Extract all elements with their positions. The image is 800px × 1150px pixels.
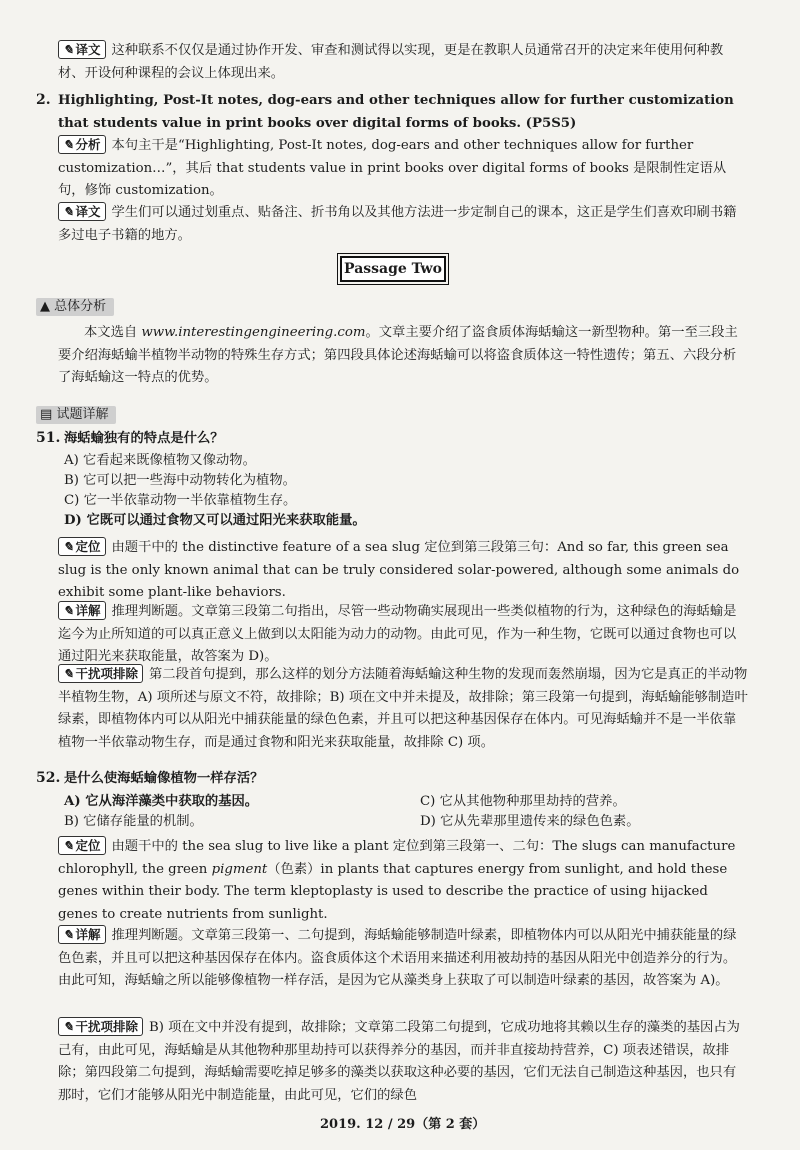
passage-title: Passage Two (340, 256, 446, 282)
detail-text: 推理判断题。文章第三段第二句指出，尽管一些动物确实展现出一些类似植物的行为，这种绿色的海蛞蝓是迄今为止所知道的可以真正意义上做到以太阳能为动力的动物。由此可见，作为一种生物，它既可以通过食物也可以通过阳光来获取能量，故答案为 D)。 (58, 604, 737, 664)
q52-locate (58, 836, 748, 926)
option-c: C) 它从其他物种那里劫持的营养。 (420, 794, 626, 809)
item-translation (58, 202, 748, 247)
pen-icon: ✎ (63, 1019, 74, 1034)
item-ref: (P5S5) (525, 115, 577, 131)
item-number: 2. (36, 92, 51, 108)
elimination-tag: ✎ 干扰项排除 (58, 664, 143, 683)
overview-text: 本文选自 www.interestingengineering.com。文章主要介绍了盗食质体海蛞蝓这一新型物种。第一至三段主要介绍海蛞蝓半植物半动物的特殊生存方式；第四段具体论述海蛞蝓可以将盗食质体这一特性遗传；第五、六段分析了海蛞蝓这一特点的优势。 (58, 325, 738, 385)
option-d: D) 它从先辈那里遗传来的绿色色素。 (420, 814, 640, 829)
pen-icon: ✎ (63, 927, 74, 942)
locate-emphasis: pigment (211, 861, 268, 877)
option-d: D) 它既可以通过食物又可以通过阳光来获取能量。 (64, 513, 366, 528)
option-a: A) 它从海洋藻类中获取的基因。 (64, 794, 259, 809)
pen-icon: ✎ (63, 42, 74, 57)
translation-tag: ✎ 译文 (58, 40, 106, 59)
elimination-tag: ✎ 干扰项排除 (58, 1017, 143, 1036)
locate-text: 由题干中的 the distinctive feature of a sea slug 定位到第三段第三句：And so far, this green sea slug is the only known animal that can be truly considered solar-powered, although some animals do exhibit some plant-like behaviors. (58, 540, 740, 600)
question-text: 海蛞蝓独有的特点是什么？ (64, 431, 224, 446)
pen-icon: ✎ (63, 603, 74, 618)
pen-icon: ✎ (63, 838, 74, 853)
item-analysis (58, 135, 748, 203)
q51-locate (58, 537, 748, 605)
item-sentence (58, 90, 748, 135)
detail-text: 推理判断题。文章第三段第一、二句提到，海蛞蝓能够制造叶绿素，即植物体内可以从阳光中捕获能量的绿色色素，并且可以把这种基因保存在体内。盗食质体这个术语用来描述利用被劫持的基因从阳光中创造养分的行为。由此可知，海蛞蝓之所以能够像植物一样存活，是因为它从藻类身上获取了可以制造叶绿素的基因，故答案为 A)。 (58, 928, 737, 988)
option-b: B) 它可以把一些海中动物转化为植物。 (64, 473, 296, 488)
elimination-text: B) 项在文中并没有提到，故排除；文章第二段第二句提到，它成功地将其赖以生存的藻类的基因占为己有，由此可见，海蛞蝓是从其他物种那里劫持可以获得养分的基因，而并非直接劫持营养，C) 项表述错误，故排除；第四段第二句提到，海蛞蝓需要吃掉足够多的藻类以获取这种必要的基因，它们无法自己制造这种基因，也只有那时，它们才能够从阳光中制造能量，由此可见，它们的绿色 (58, 1020, 740, 1103)
translation-tag: ✎ 译文 (58, 202, 106, 221)
detail-tag: ✎ 详解 (58, 925, 106, 944)
option-b: B) 它储存能量的机制。 (64, 814, 203, 829)
question-text: 是什么使海蛞蝓像植物一样存活？ (64, 771, 264, 786)
overview-heading: ▲ 总体分析 (36, 298, 114, 316)
intro-translation (58, 40, 748, 85)
pen-icon: ✎ (63, 204, 74, 219)
details-heading: ▤ 试题详解 (36, 406, 116, 424)
locate-tag: ✎ 定位 (58, 836, 106, 855)
analysis-text: 本句主干是“Highlighting, Post-It notes, dog-ears and other techniques allow for further customization…”，其后 that students value in print books over digital forms of books 是限制性定语从句，修饰 customization。 (58, 138, 727, 198)
locate-tag: ✎ 定位 (58, 537, 106, 556)
detail-tag: ✎ 详解 (58, 601, 106, 620)
pen-icon: ✎ (63, 137, 74, 152)
option-c: C) 它一半依靠动物一半依靠植物生存。 (64, 493, 297, 508)
q51-elimination (58, 664, 748, 754)
pen-icon: ✎ (63, 666, 74, 681)
option-a: A) 它看起来既像植物又像动物。 (64, 453, 256, 468)
item-sentence-text: Highlighting, Post-It notes, dog-ears and other techniques allow for further customization that students value in print books over digital forms of books. (58, 93, 734, 131)
intro-translation-text: 这种联系不仅仅是通过协作开发、审查和测试得以实现，更是在教职人员通常召开的决定来年使用何种教材、开设何种课程的会议上体现出来。 (58, 43, 724, 81)
book-icon: ▤ (40, 407, 53, 422)
elimination-text: 第二段首句提到，那么这样的划分方法随着海蛞蝓这种生物的发现而轰然崩塌，因为它是真正的半动物半植物生物，A) 项所述与原文不符，故排除；B) 项在文中并未提及，故排除；第三段第一句提到，海蛞蝓能够制造叶绿素，即植物体内可以从阳光中捕获能量的绿色色素，并且可以把这种基因保存在体内。可见海蛞蝓并不是一半依靠植物一半依靠动物生存，而是通过食物和阳光来获取能量，故排除 C) 项。 (58, 667, 748, 750)
locate-text: 由题干中的 the sea slug to live like a plant 定位到第三段第一、二句：The slugs can manufacture chlorophyll, the green (58, 839, 736, 877)
page-footer: 2019. 12 / 29（第 2 套） (320, 1117, 486, 1132)
pen-icon: ✎ (63, 539, 74, 554)
source-url: www.interestingengineering.com (141, 325, 366, 340)
question-number: 52. (36, 770, 61, 786)
question-number: 51. (36, 430, 61, 446)
locate-text-end: （色素）in plants that captures energy from sunlight, and hold these genes within their body. The term kleptoplasty is used to describe the practice of using hijacked genes to create nutrients from sunlight. (58, 861, 728, 922)
q52-elimination (58, 1017, 748, 1107)
triangle-icon: ▲ (40, 299, 50, 314)
analysis-tag: ✎ 分析 (58, 135, 106, 154)
q52-detail (58, 925, 748, 993)
translation-text: 学生们可以通过划重点、贴备注、折书角以及其他方法进一步定制自己的课本，这正是学生们喜欢印刷书籍多过电子书籍的地方。 (58, 205, 737, 243)
q51-detail (58, 601, 748, 669)
